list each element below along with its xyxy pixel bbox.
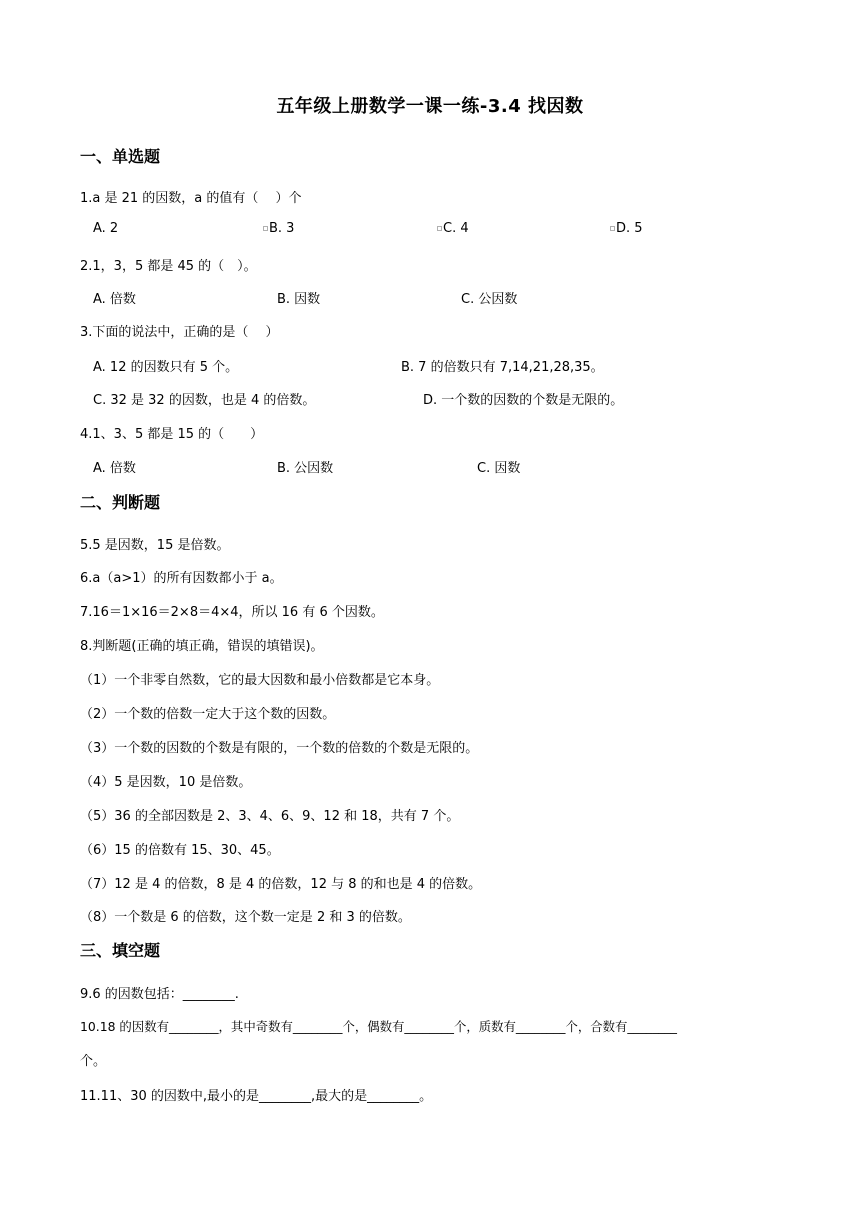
question-3-option-c: C. 32 是 32 的因数，也是 4 的倍数。 bbox=[93, 393, 316, 408]
question-1-option-b: B. 3 bbox=[263, 221, 294, 236]
option-marker-icon bbox=[263, 226, 268, 231]
question-3-option-a: A. 12 的因数只有 5 个。 bbox=[93, 360, 239, 375]
option-marker-icon bbox=[610, 226, 615, 231]
question-8-item-6: （6）15 的倍数有 15、30、45。 bbox=[80, 843, 280, 858]
question-10-line-2: 个。 bbox=[80, 1054, 107, 1069]
section-heading-true-false: 二、判断题 bbox=[80, 493, 161, 512]
question-1-stem: 1.a 是 21 的因数，a 的值有（ ）个 bbox=[80, 191, 302, 206]
question-8-item-1: （1）一个非零自然数，它的最大因数和最小倍数都是它本身。 bbox=[80, 673, 440, 688]
question-1-option-c: C. 4 bbox=[437, 221, 469, 236]
question-8-item-3: （3）一个数的因数的个数是有限的，一个数的倍数的个数是无限的。 bbox=[80, 741, 479, 756]
question-11: 11.11、30 的因数中,最小的是________,最大的是________。 bbox=[80, 1089, 433, 1104]
question-7: 7.16＝1×16＝2×8＝4×4，所以 16 有 6 个因数。 bbox=[80, 605, 384, 620]
question-8-item-4: （4）5 是因数，10 是倍数。 bbox=[80, 775, 252, 790]
question-4-option-b: B. 公因数 bbox=[277, 461, 334, 476]
question-10-line-1: 10.18 的因数有________，其中奇数有________个，偶数有________个，质数有________个，合数有________ bbox=[80, 1019, 677, 1034]
question-2-stem: 2.1，3，5 都是 45 的（ ）。 bbox=[80, 259, 257, 274]
question-2-option-b: B. 因数 bbox=[277, 292, 321, 307]
question-2-option-c: C. 公因数 bbox=[461, 292, 518, 307]
question-6: 6.a（a>1）的所有因数都小于 a。 bbox=[80, 571, 283, 586]
question-3-option-d: D. 一个数的因数的个数是无限的。 bbox=[423, 393, 624, 408]
question-8-stem: 8.判断题(正确的填正确，错误的填错误)。 bbox=[80, 639, 324, 654]
question-2-option-a: A. 倍数 bbox=[93, 292, 136, 307]
question-4-option-a: A. 倍数 bbox=[93, 461, 136, 476]
question-1-option-d: D. 5 bbox=[610, 221, 643, 236]
question-1-option-a: A. 2 bbox=[93, 221, 119, 236]
question-3-stem: 3.下面的说法中，正确的是（ ） bbox=[80, 325, 279, 340]
section-heading-single-choice: 一、单选题 bbox=[80, 147, 161, 166]
question-8-item-8: （8）一个数是 6 的倍数，这个数一定是 2 和 3 的倍数。 bbox=[80, 910, 411, 925]
question-8-item-7: （7）12 是 4 的倍数，8 是 4 的倍数，12 与 8 的和也是 4 的倍数。 bbox=[80, 877, 482, 892]
question-4-stem: 4.1、3、5 都是 15 的（ ） bbox=[80, 427, 264, 442]
section-heading-fill-in: 三、填空题 bbox=[80, 941, 161, 960]
question-8-item-2: （2）一个数的倍数一定大于这个数的因数。 bbox=[80, 707, 336, 722]
question-5: 5.5 是因数，15 是倍数。 bbox=[80, 538, 230, 553]
question-4-option-c: C. 因数 bbox=[477, 461, 521, 476]
option-marker-icon bbox=[437, 226, 442, 231]
question-8-item-5: （5）36 的全部因数是 2、3、4、6、9、12 和 18，共有 7 个。 bbox=[80, 809, 460, 824]
question-3-option-b: B. 7 的倍数只有 7,14,21,28,35。 bbox=[401, 360, 604, 375]
question-9: 9.6 的因数包括：________. bbox=[80, 987, 239, 1002]
page-title: 五年级上册数学一课一练-3.4 找因数 bbox=[276, 96, 584, 117]
